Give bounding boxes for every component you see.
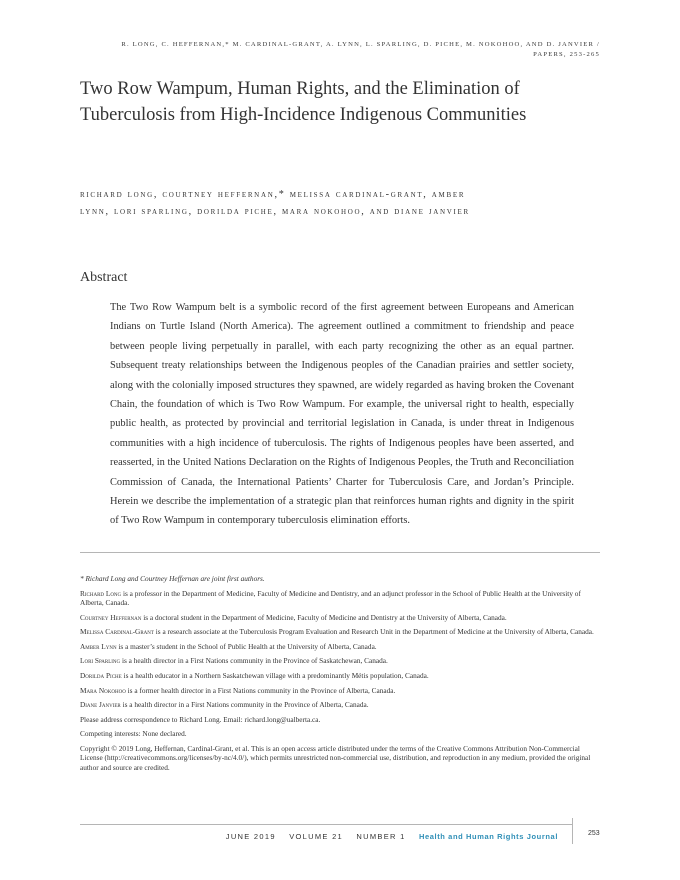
author-line-1: richard long, courtney heffernan,* melissa cardinal-grant, amber xyxy=(80,189,466,200)
copyright-note: Copyright © 2019 Long, Heffernan, Cardinal-Grant, et al. This is an open access article distributed under the terms of the Creative Commons Attribution Non-Commercial License (http://creativecommons.org/licenses/by-nc/4.0/), which permits unrestricted non-commercial use, distribution, and reproduction in any medium, provided the original author and source are credited. xyxy=(80,743,591,772)
footer-divider xyxy=(80,824,572,825)
journal-name: Health and Human Rights Journal xyxy=(418,832,558,841)
footnotes xyxy=(80,574,602,777)
author-bio-text: is a master’s student in the School of Public Health at the University of Alberta, Canada. xyxy=(116,641,377,651)
author-bio-text: is a professor in the Department of Medicine, Faculty of Medicine and Dentistry, and an adjunct professor in the School of Public Health at the University of Alberta, Canada. xyxy=(80,588,581,607)
author-bio xyxy=(80,686,602,695)
author-bio-name: Richard Long xyxy=(80,588,122,598)
author-bio xyxy=(80,700,602,709)
author-bio-name: Amber Lynn xyxy=(80,641,117,651)
abstract-heading: Abstract xyxy=(80,270,128,285)
author-bio-name: Courtney Heffernan xyxy=(80,612,142,622)
joint-authors-note: * Richard Long and Courtney Heffernan are joint first authors. xyxy=(80,574,265,583)
competing-interests-note: Competing interests: None declared. xyxy=(80,729,187,739)
issue-volume: VOLUME 21 xyxy=(289,832,344,841)
author-line-2: lynn, lori sparling, dorilda piche, mara nokohoo, and diane janvier xyxy=(80,206,470,217)
author-bio-name: Diane Janvier xyxy=(80,700,121,710)
abstract-body: The Two Row Wampum belt is a symbolic record of the first agreement between Europeans and American Indians on Turtle Island (North America). The agreement outlined a commitment to friendship and peace between people living perpetually in parallel, with each party recognizing the other as an equal partner. Subsequent treaty relationships between the Indigenous peoples of the Canadian prairies and settler society, along with the colonially imposed structures they spawned, are widely regarded as having broken the Covenant Chain, the foundation of which is Two Row Wampum. For example, the universal right to health, especially public health, as protected by provincial and territorial legislation in Canada, is under threat in Indigenous communities with a high incidence of tuberculosis. The rights of Indigenous peoples have been asserted, and reasserted, in the United Nations Declaration on the Rights of Indigenous Peoples, the Truth and Reconciliation Commission of Canada, the International Patients’ Charter for Tuberculosis Care, and Jordan’s Principle. Herein we describe the implementation of a strategic plan that reinforces human rights and dignity in the spirit of Two Row Wampum in contemporary tuberculosis elimination efforts. xyxy=(110,302,574,527)
author-bio xyxy=(80,589,602,608)
issue-date: JUNE 2019 xyxy=(225,832,276,841)
correspondence-note: Please address correspondence to Richard Long. Email: richard.long@ualberta.ca. xyxy=(80,714,321,724)
running-head-pages: PAPERS, 253-265 xyxy=(533,51,600,58)
author-bio-text: is a research associate at the Tuberculosis Program Evaluation and Research Unit in the Department of Medicine at the University of Alberta, Canada. xyxy=(153,627,594,637)
author-bio xyxy=(80,656,602,665)
section-divider xyxy=(80,552,600,553)
running-head xyxy=(40,40,600,60)
author-bio-text: is a former health director in a First Nations community in the Province of Alberta, Canada. xyxy=(125,685,396,695)
journal-footer xyxy=(226,832,558,841)
running-head-authors: R. LONG, C. HEFFERNAN,* M. CARDINAL-GRANT, A. LYNN, L. SPARLING, D. PICHE, M. NOKOHOO, AND D. JANVIER / xyxy=(121,41,600,48)
author-bio-name: Lori Sparling xyxy=(80,656,121,666)
author-bio xyxy=(80,627,602,636)
page-number: 253 xyxy=(588,830,600,837)
author-bio-name: Mara Nokohoo xyxy=(80,685,126,695)
author-list xyxy=(80,186,580,220)
author-bio-name: Dorilda Piche xyxy=(80,670,122,680)
author-bio xyxy=(80,642,602,651)
author-bio-name: Melissa Cardinal-Grant xyxy=(80,627,154,637)
author-bio xyxy=(80,671,602,680)
author-bio-text: is a health director in a First Nations community in the Province of Saskatchewan, Canada. xyxy=(120,656,388,666)
issue-number: NUMBER 1 xyxy=(356,832,406,841)
author-bio-text: is a doctoral student in the Department of Medicine, Faculty of Medicine and Dentistry at the University of Alberta, Canada. xyxy=(141,612,507,622)
article-title: Two Row Wampum, Human Rights, and the Elimination of Tuberculosis from High-Incidence Indigenous Communities xyxy=(80,79,527,125)
author-bio xyxy=(80,613,602,622)
footer-vertical-divider xyxy=(572,818,573,844)
author-bio-text: is a health director in a First Nations community in the Province of Alberta, Canada. xyxy=(120,700,369,710)
author-bio-text: is a health educator in a Northern Saskatchewan village with a predominantly Métis population, Canada. xyxy=(121,670,429,680)
